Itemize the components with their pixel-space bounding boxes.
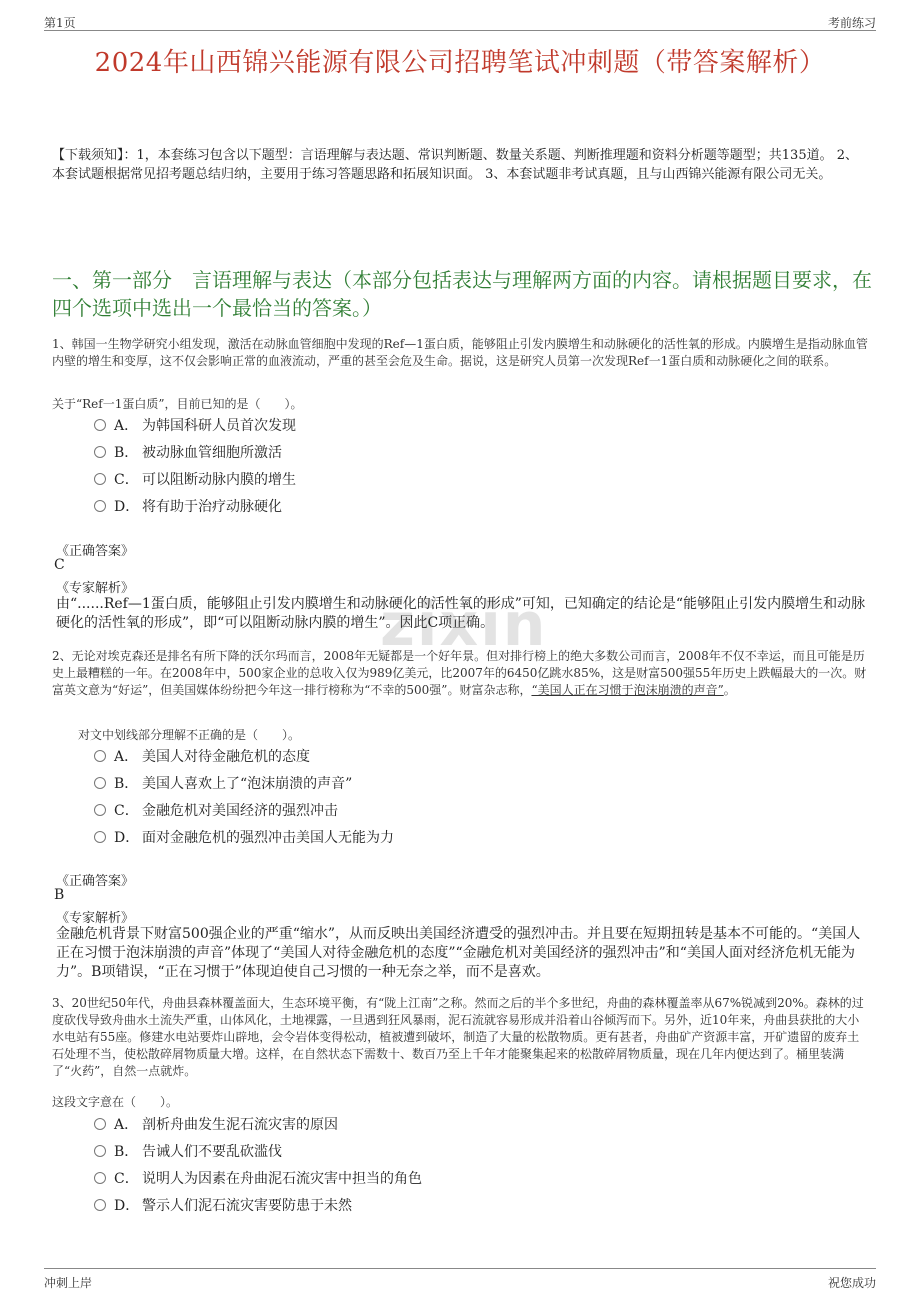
page-title: 2024年山西锦兴能源有限公司招聘笔试冲刺题（带答案解析） xyxy=(94,48,826,78)
footer-left: 冲刺上岸 xyxy=(44,1276,93,1290)
watermark: zixin xyxy=(380,590,548,660)
question-2-option-b[interactable]: B． 美国人喜欢上了“泡沫崩溃的声音” xyxy=(94,773,352,793)
radio-icon[interactable] xyxy=(94,831,106,843)
question-1-option-c[interactable]: C． 可以阻断动脉内膜的增生 xyxy=(94,469,296,489)
radio-icon[interactable] xyxy=(94,473,106,485)
analysis-label: 《专家解析》 xyxy=(56,911,135,926)
question-1-prompt: 关于“Ref一1蛋白质”，目前已知的是（ ）。 xyxy=(52,397,303,411)
question-1-analysis: 由“......Ref—1蛋白质，能够阻止引发内膜增生和动脉硬化的活性氧的形成”可知，已知确定的结论是“能够阻止引发内膜增生和动脉硬化的活性氧的形成”，即“可以阻断动脉内膜的增生”。因此C项正确。 xyxy=(56,596,866,631)
question-2-option-a[interactable]: A． 美国人对待金融危机的态度 xyxy=(94,746,310,766)
radio-icon[interactable] xyxy=(94,1172,106,1184)
question-3-option-d[interactable]: D． 警示人们泥石流灾害要防患于未然 xyxy=(94,1195,352,1215)
question-1-answer: C xyxy=(54,557,65,573)
question-3-option-b[interactable]: B． 告诫人们不要乱砍滥伐 xyxy=(94,1141,282,1161)
question-2-prompt: 对文中划线部分理解不正确的是（ ）。 xyxy=(78,728,301,742)
page-header xyxy=(44,10,876,31)
header-label: 考前练习 xyxy=(827,16,876,30)
underlined-phrase: “美国人正在习惯于泡沫崩溃的声音” xyxy=(531,683,724,697)
question-2-answer: B xyxy=(54,887,65,903)
radio-icon[interactable] xyxy=(94,419,106,431)
page-number: 第1页 xyxy=(44,16,76,30)
answer-label: 《正确答案》 xyxy=(56,544,135,559)
radio-icon[interactable] xyxy=(94,1199,106,1211)
question-1-option-a[interactable]: A． 为韩国科研人员首次发现 xyxy=(94,415,296,435)
question-1-option-b[interactable]: B． 被动脉血管细胞所激活 xyxy=(94,442,282,462)
download-notice: 【下载须知】：1，本套练习包含以下题型：言语理解与表达题、常识判断题、数量关系题、判断推理题和资料分析题等题型；共135道。 2、本套试题根据常见招考题总结归纳，主要用于练习答题思路和拓展知识面。 3、本套试题非考试真题，且与山西锦兴能源有限公司无关。 xyxy=(52,148,858,182)
radio-icon[interactable] xyxy=(94,1118,106,1130)
answer-label: 《正确答案》 xyxy=(56,874,135,889)
radio-icon[interactable] xyxy=(94,804,106,816)
radio-icon[interactable] xyxy=(94,500,106,512)
question-2-text: 2、无论对埃克森还是排名有所下降的沃尔玛而言，2008年无疑都是一个好年景。但对排行榜上的绝大多数公司而言，2008年不仅不幸运，而且可能是历史上最糟糕的一年。在2008年中，500家企业的总收入仅为989亿美元，比2007年的6450亿跳水85%，这是财富500强55年历史上跌幅最大的一次。财富英文意为“好运”，但美国媒体纷纷把今年这一排行榜称为“不幸的500强”。财富杂志称，“美国人正在习惯于泡沫崩溃的声音”。 xyxy=(52,649,867,697)
radio-icon[interactable] xyxy=(94,446,106,458)
analysis-label: 《专家解析》 xyxy=(56,581,135,596)
page-footer xyxy=(44,1268,876,1293)
question-3-option-a[interactable]: A． 剖析舟曲发生泥石流灾害的原因 xyxy=(94,1114,338,1134)
question-3-prompt: 这段文字意在（ ）。 xyxy=(52,1095,179,1109)
radio-icon[interactable] xyxy=(94,750,106,762)
question-3-text: 3、20世纪50年代，舟曲县森林覆盖面大，生态环境平衡，有“陇上江南”之称。然而之后的半个多世纪，舟曲的森林覆盖率从67%锐减到20%。森林的过度砍伐导致舟曲水土流失严重，山体风化，土地裸露，一旦遇到狂风暴雨，泥石流就容易形成并沿着山谷倾泻而下。另外，近10年来，舟曲县获批的大小水电站有55座。修建水电站要炸山辟地，会令岩体变得松动，植被遭到破坏，制造了大量的松散物质。更有甚者，舟曲矿产资源丰富，开矿遗留的废弃土石处理不当，使松散碎屑物质量大增。这样，在自然状态下需数十、数百乃至上千年才能聚集起来的松散碎屑物质量，现在几年内便达到了。桶里装满了“火药”，自然一点就炸。 xyxy=(52,996,864,1078)
radio-icon[interactable] xyxy=(94,777,106,789)
section-title: 一、第一部分 言语理解与表达（本部分包括表达与理解两方面的内容。请根据题目要求，在四个选项中选出一个最恰当的答案。） xyxy=(52,268,872,320)
question-2-option-d[interactable]: D． 面对金融危机的强烈冲击美国人无能为力 xyxy=(94,827,394,847)
footer-right: 祝您成功 xyxy=(827,1276,876,1290)
question-2-analysis: 金融危机背景下财富500强企业的严重“缩水”，从而反映出美国经济遭受的强烈冲击。并且要在短期扭转是基本不可能的。“美国人正在习惯于泡沫崩溃的声音”体现了“美国人对待金融危机的态度”“金融危机对美国经济的强烈冲击”和“美国人面对经济危机无能为力”。B项错误，“正在习惯于”体现迫使自己习惯的一种无奈之举，而不是喜欢。 xyxy=(56,926,861,980)
question-2-option-c[interactable]: C． 金融危机对美国经济的强烈冲击 xyxy=(94,800,338,820)
radio-icon[interactable] xyxy=(94,1145,106,1157)
question-1-option-d[interactable]: D． 将有助于治疗动脉硬化 xyxy=(94,496,282,516)
question-3-option-c[interactable]: C． 说明人为因素在舟曲泥石流灾害中担当的角色 xyxy=(94,1168,422,1188)
question-1-text: 1、韩国一生物学研究小组发现，激活在动脉血管细胞中发现的Ref—1蛋白质，能够阻止引发内膜增生和动脉硬化的活性氧的形成。内膜增生是指动脉血管内壁的增生和变厚，这不仅会影响正常的血液流动，严重的甚至会危及生命。据说，这是研究人员第一次发现Ref一1蛋白质和动脉硬化之间的联系。 xyxy=(52,337,868,368)
